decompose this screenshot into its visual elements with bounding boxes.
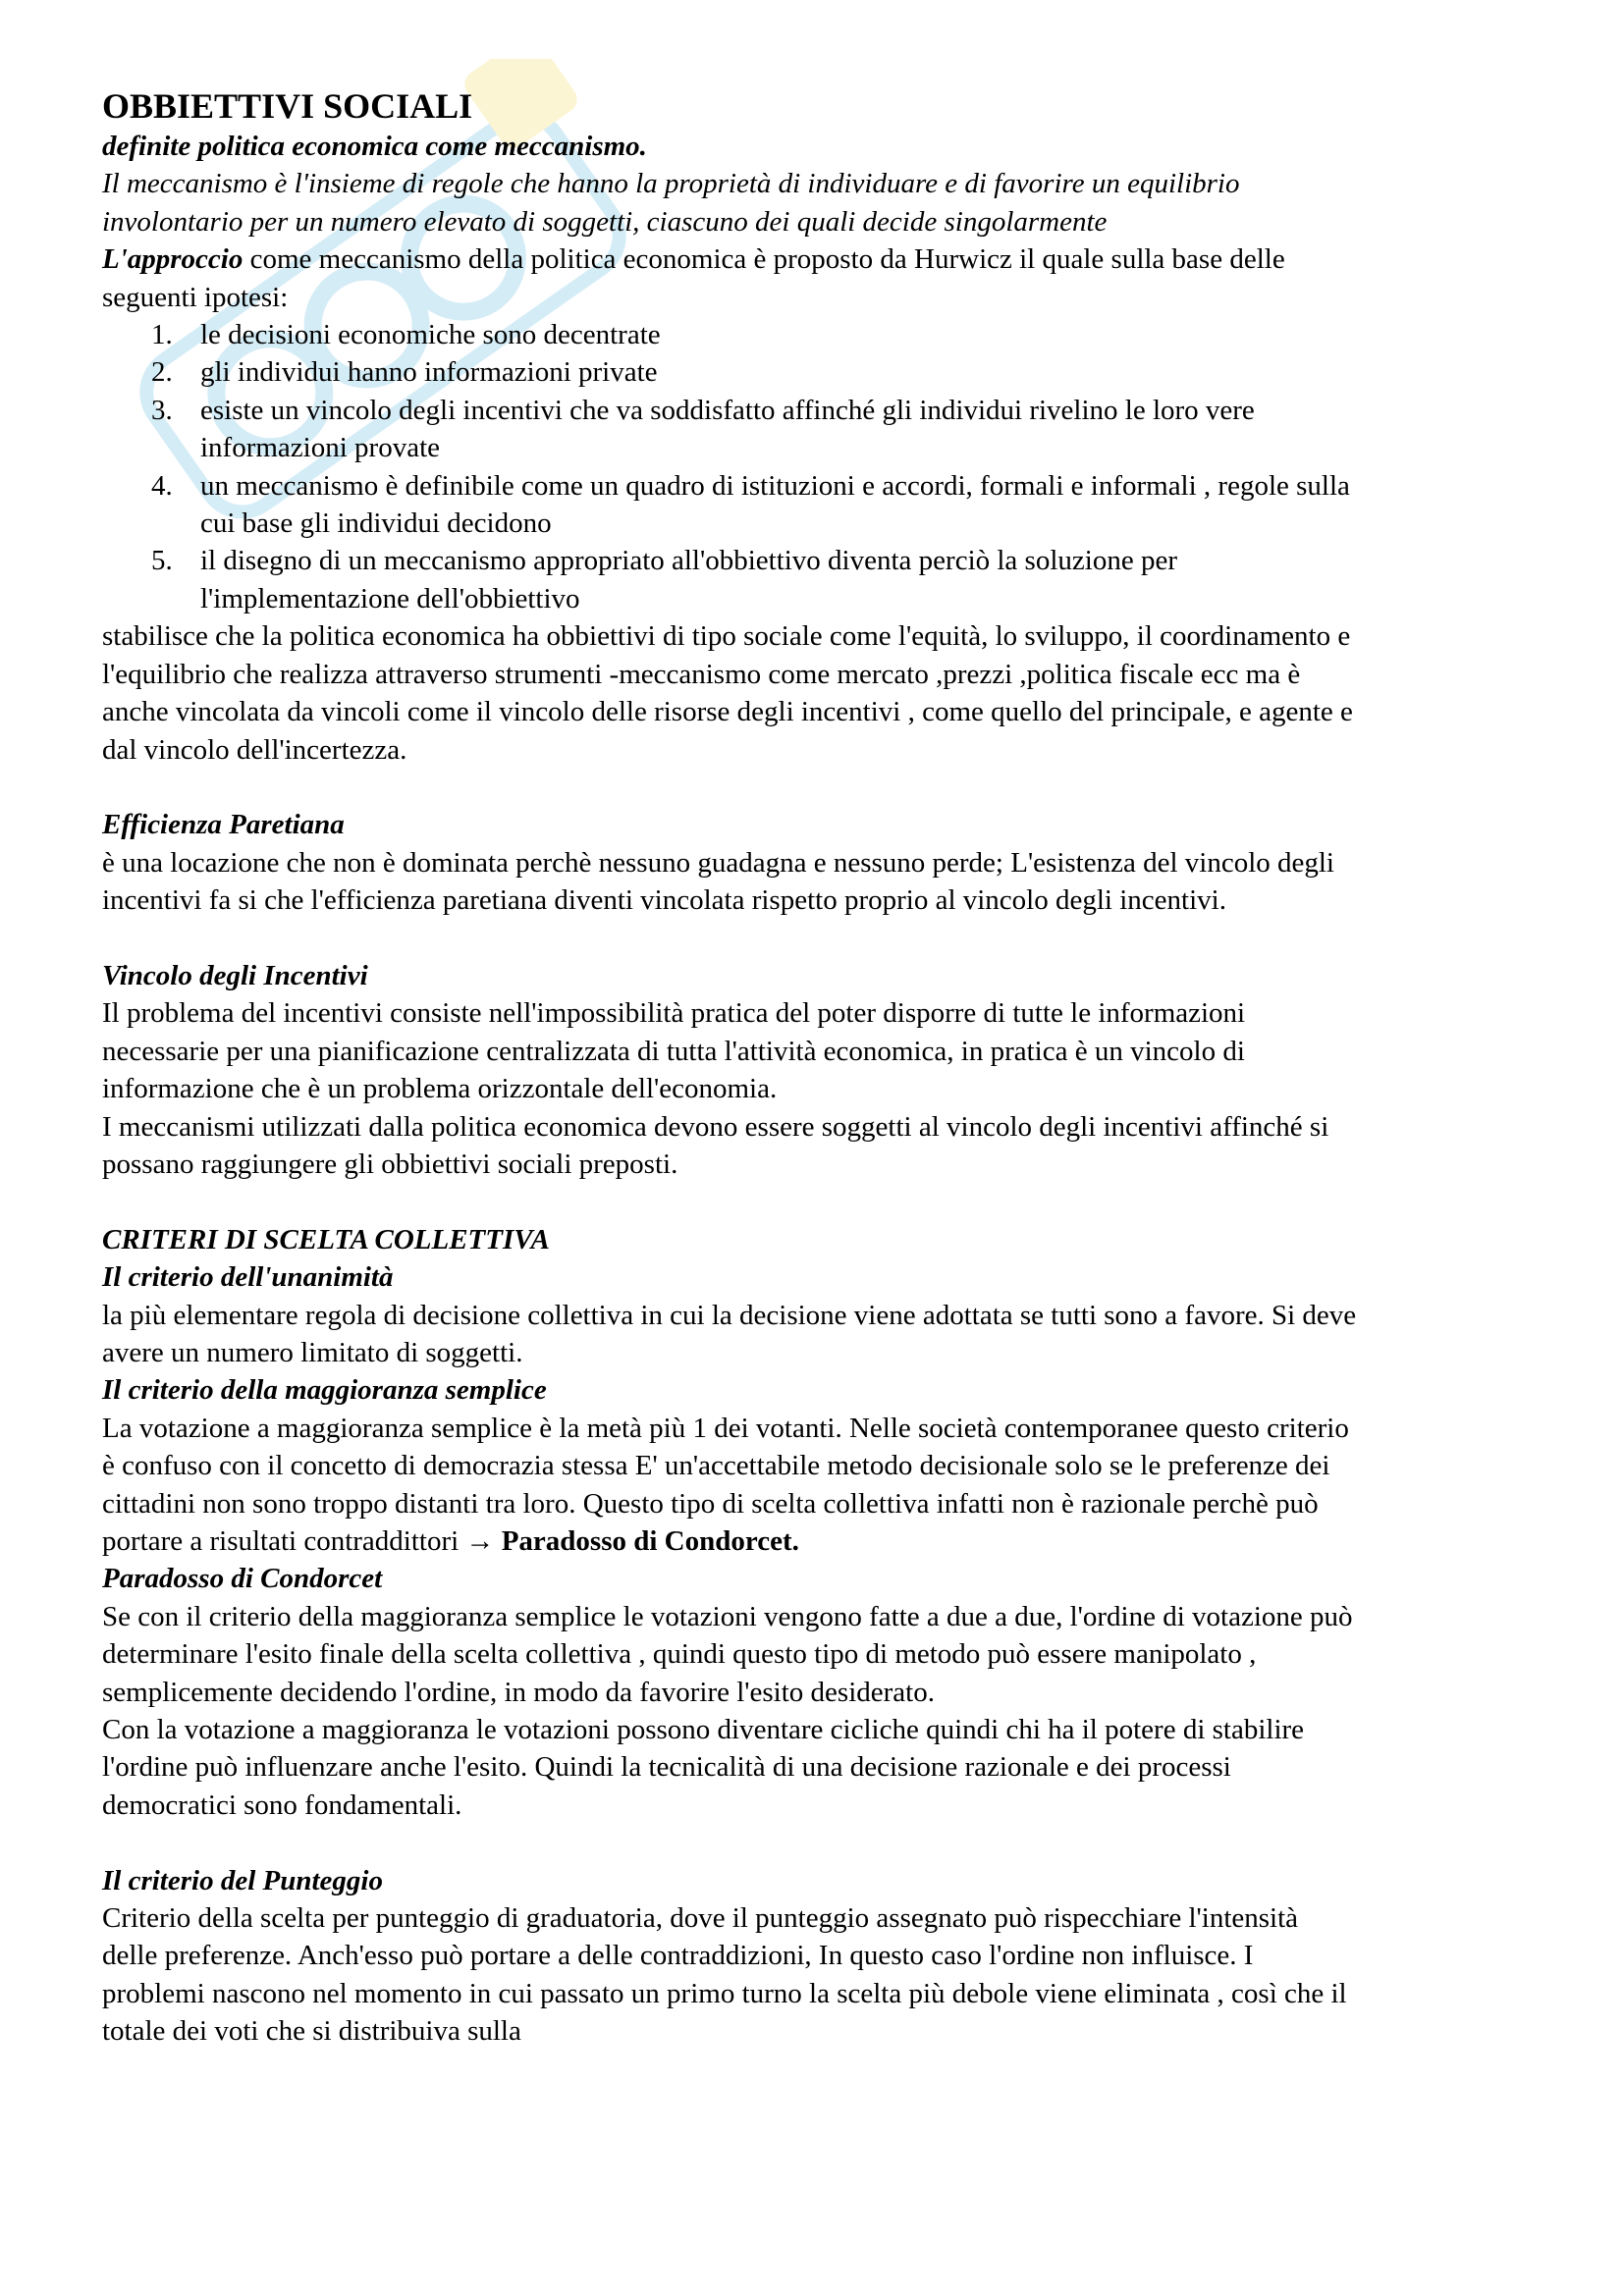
subheading-punteggio: Il criterio del Punteggio [102,1864,383,1896]
condorcet-text-2: Con la votazione a maggioranza le votazioni possono diventare cicliche quindi chi ha il potere di stabilire l'ordine può influenzare anche l'esito. Quindi la tecnicalità di una decisione razionale e dei processi democratici sono fondamentali. [102,1714,1305,1821]
approach-lead: L'approccio [102,243,243,276]
efficienza-text: è una locazione che non è dominata perchè nessuno guadagna e nessuno perde; L'esistenza del vincolo degli incentivi fa si che l'efficienza paretiana diventi vincolata rispetto proprio al vincolo degli incentivi. [102,846,1334,917]
list-item-text: esiste un vincolo degli incentivi che va soddisfatto affinché gli individui rivelino le loro vere informazioni provate [200,394,1255,464]
list-item-text: un meccanismo è definibile come un quadro di istituzioni e accordi, formali e informali , regole sulla cui base gli individui decidono [200,469,1350,540]
vincolo-text-1: Il problema del incentivi consiste nell'impossibilità pratica del poter disporre di tutte le informazioni necessarie per una pianificazione centralizzata di tutta l'attività economica, in pratica è un vincolo di informazione che è un problema orizzontale dell'economia. [102,997,1246,1105]
list-item-text: il disegno di un meccanismo appropriato all'obbiettivo diventa perciò la soluzione per l'implementazione dell'obbiettivo [200,545,1177,614]
list-item-number: 2. [151,356,173,389]
list-item-number: 3. [151,394,173,426]
condorcet-reference: Paradosso di Condorcet. [501,1524,799,1557]
list-item-number: 4. [151,469,173,502]
maggioranza-text: La votazione a maggioranza semplice è la metà più 1 dei votanti. Nelle società contemporanee questo criterio è confuso con il concetto di democrazia stessa E' un'accettabile metodo decisionale solo se le preferenze dei cittadini non sono troppo distanti tra loro. Questo tipo di scelta collettiva infatti non è razionale perchè può portare a risultati contraddittori → [102,1412,1349,1557]
vincolo-text-2: I meccanismi utilizzati dalla politica economica devono essere soggetti al vincolo degli incentivi affinché si possano raggiungere gli obbiettivi sociali preposti. [102,1110,1329,1180]
list-item [102,392,1359,467]
section-heading-efficienza: Efficienza Paretiana [102,809,345,841]
list-item-text: le decisioni economiche sono decentrate [200,319,661,351]
section-heading-vincolo: Vincolo degli Incentivi [102,959,368,991]
hypotheses-list [102,316,1359,617]
spacer [102,1183,1359,1220]
mechanism-definition: Il meccanismo è l'insieme di regole che hanno la proprietà di individuare e di favorire un equilibrio involontario per un numero elevato di soggetti, ciascuno dei quali decide singolarmente [102,168,1240,238]
condorcet-text-1: Se con il criterio della maggioranza semplice le votazioni vengono fatte a due a due, l'ordine di votazione può determinare l'esito finale della scelta collettiva , quindi questo tipo di metodo può essere manipolato , semplicemente decidendo l'ordine, in modo da favorire l'esito desiderato. [102,1600,1353,1708]
subtitle: definite politica economica come meccanismo. [102,131,647,162]
punteggio-text: Criterio della scelta per punteggio di graduatoria, dove il punteggio assegnato può rispecchiare l'intensità delle preferenze. Anch'esso può portare a delle contraddizioni, In questo caso l'ordine non influisce. I problemi nascono nel momento in cui passato un primo turno la scelta più debole viene eliminata , così che il totale dei voti che si distribuiva sulla [102,1902,1347,2048]
list-item-number: 1. [151,319,173,351]
list-item [102,353,1359,391]
document-page [102,84,1359,2051]
spacer [102,1824,1359,1861]
maggioranza-paragraph [102,1410,1359,1561]
list-item-number: 5. [151,545,173,577]
section-heading-criteri: CRITERI DI SCELTA COLLETTIVA [102,1223,550,1255]
spacer [102,769,1359,806]
page-title: OBBIETTIVI SOCIALI [102,86,473,126]
unanimita-text: la più elementare regola di decisione collettiva in cui la decisione viene adottata se tutti sono a favore. Si deve avere un numero limitato di soggetti. [102,1299,1357,1368]
spacer [102,920,1359,957]
subheading-condorcet: Paradosso di Condorcet [102,1563,383,1595]
list-item [102,467,1359,543]
subheading-unanimita: Il criterio dell'unanimità [102,1261,394,1294]
approach-paragraph [102,240,1359,316]
list-item [102,316,1359,353]
list-item [102,542,1359,617]
approach-conclusion: stabilisce che la politica economica ha obbiettivi di tipo sociale come l'equità, lo sviluppo, il coordinamento e l'equilibrio che realizza attraverso strumenti -meccanismo come mercato ,prezzi ,politica fiscale ecc ma è anche vincolata da vincoli come il vincolo delle risorse degli incentivi , come quello del principale, e agente e dal vincolo dell'incertezza. [102,620,1353,766]
list-item-text: gli individui hanno informazioni private [200,356,658,389]
approach-text: come meccanismo della politica economica è proposto da Hurwicz il quale sulla base delle seguenti ipotesi: [102,243,1285,313]
subheading-maggioranza: Il criterio della maggioranza semplice [102,1374,547,1407]
